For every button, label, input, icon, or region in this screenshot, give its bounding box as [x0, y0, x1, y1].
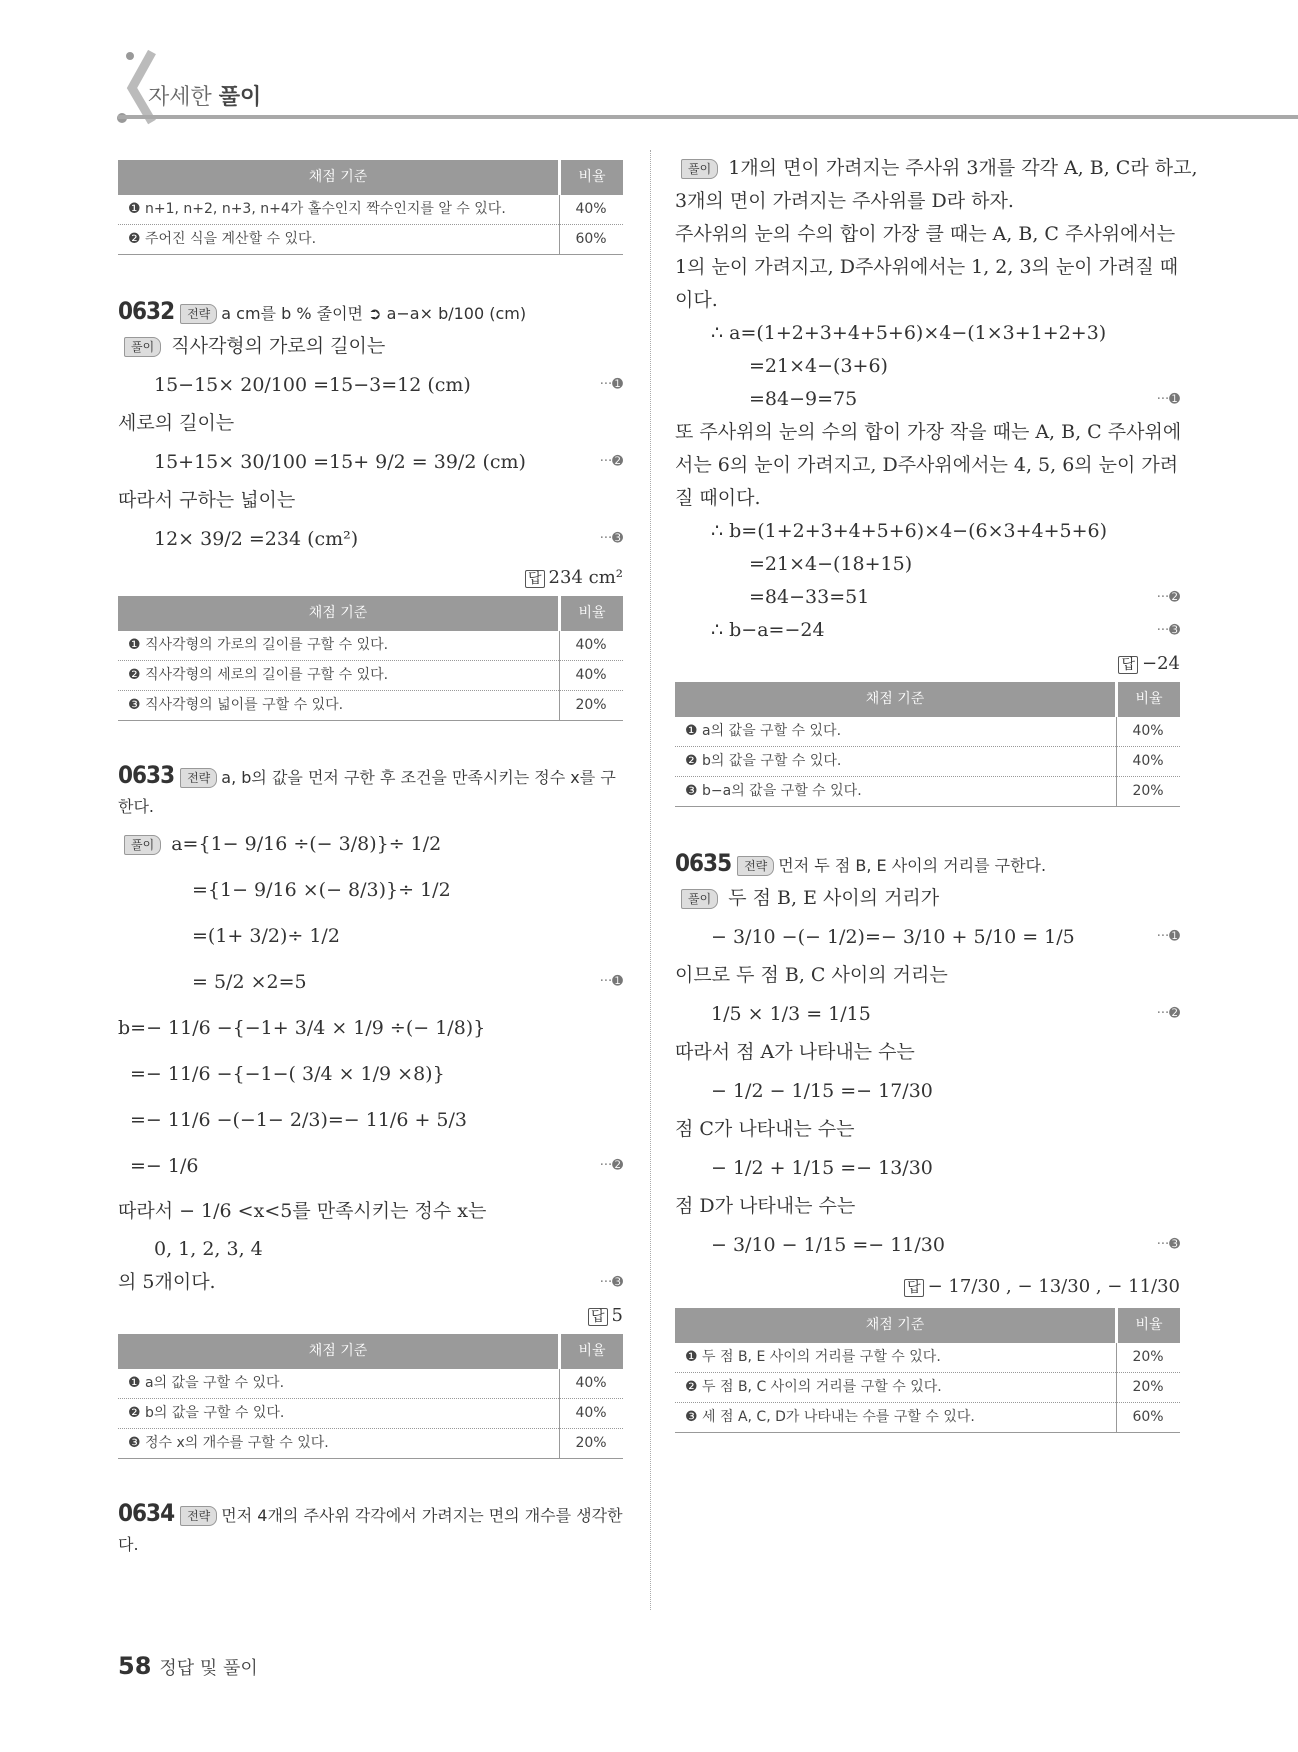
page-footer: 58 정답 및 풀이	[118, 1652, 258, 1680]
header-title: 자세한 풀이	[148, 85, 262, 110]
problem-0634-heading: 0634 전략 먼저 4개의 주사위 각각에서 가려지는 면의 개수를 생각한다.	[118, 1499, 623, 1554]
right-column	[675, 152, 1198, 1433]
problem-0634-solution: 풀이 1개의 면이 가려지는 주사위 3개를 각각 A, B, C라 하고, 3개의 면이 가려지는 주사위를 D라 하자. 주사위의 눈의 수의 합이 가장 클 때는 A, B, C 주사위에서는 1의 눈이 가려지고, D주사위에서는 1, 2, 3의 눈이 가려질 때 이다. ∴ a=(1+2+3+4+5+6)×4−(1×3+1+2+3) =21×4−(3+6) =84−9=75 ···➊ 또 주사위의 눈의 수의 합이 가장 작을 때는 A, B, C 주사위에 서는 6의 눈이 가려지고, D주사위에서는 4, 5, 6의 눈이 가려 질 때이다. ∴ b=(1+2+3+4+5+6)×4−(6×3+4+5+6) =21×4−(18+15) =84−33=51 ···➋ ∴ b−a=−24 ···➌ 답 −24 채점 기준 비율 ❶ a의 값을 구할 수 있다. 40% ❷ b의 값을 구할 수 있다. 40% ❸ b−a의 값을 구할 수 있다. 20%	[675, 152, 1180, 807]
criteria-table-0633: 채점 기준 비율 ❶ a의 값을 구할 수 있다. 40% ❷ b의 값을 구할 수 있다. 40% ❸ 정수 x의 개수를 구할 수 있다. 20%	[118, 1334, 623, 1459]
criteria-table-0632: 채점 기준 비율 ❶ 직사각형의 가로의 길이를 구할 수 있다. 40% ❷ 직사각형의 세로의 길이를 구할 수 있다. 40% ❸ 직사각형의 넓이를 구할 수 있다. 20%	[118, 596, 623, 721]
criteria-table-top: 채점 기준 비율 ❶ n+1, n+2, n+3, n+4가 홀수인지 짝수인지를 알 수 있다. 40% ❷ 주어진 식을 계산할 수 있다. 60%	[118, 160, 623, 255]
left-column	[118, 160, 623, 1559]
problem-0635: 0635 전략 먼저 두 점 B, E 사이의 거리를 구한다. 풀이 두 점 B, E 사이의 거리가 − 3/10 −(− 1/2)=− 3/10 + 5/10 = 1/5 ···➊ 이므로 두 점 B, C 사이의 거리는 1/5 × 1/3 = 1/15 ···➋ 따라서 점 A가 나타내는 수는 − 1/2 − 1/15 =− 17/30 점 C가 나타내는 수는 − 1/2 + 1/15 =− 13/30 점 D가 나타내는 수는 − 3/10 − 1/15 =− 11/30 ···➌ 답 − 17/30 , − 13/30 , − 11/30 채점 기준 비율 ❶ 두 점 B, E 사이의 거리를 구할 수 있다. 20% ❷ 두 점 B, C 사이의 거리를 구할 수 있다. 20% ❸ 세 점 A, C, D가 나타내는 수를 구할 수 있다. 60%	[675, 847, 1180, 1433]
header-rule	[118, 115, 1298, 119]
criteria-table-0634: 채점 기준 비율 ❶ a의 값을 구할 수 있다. 40% ❷ b의 값을 구할 수 있다. 40% ❸ b−a의 값을 구할 수 있다. 20%	[675, 682, 1180, 807]
problem-0632: 0632 전략 a cm를 b % 줄이면 ➲ a−a× b/100 (cm) 풀이 직사각형의 가로의 길이는 15−15× 20/100 =15−3=12 (cm) ···➊ 세로의 길이는 15+15× 30/100 =15+ 9/2 = 39/2 (cm) ···➋ 따라서 구하는 넓이는 12× 39/2 =234 (cm²) ···➌ 답 234 cm² 채점 기준 비율 ❶ 직사각형의 가로의 길이를 구할 수 있다. 40% ❷ 직사각형의 세로의 길이를 구할 수 있다. 40% ❸ 직사각형의 넓이를 구할 수 있다. 20%	[118, 295, 623, 721]
problem-0633: 0633 전략 a, b의 값을 먼저 구한 후 조건을 만족시키는 정수 x를 구한다. 풀이 a={1− 9/16 ÷(− 3/8)}÷ 1/2 ={1− 9/16 ×(− 8/3)}÷ 1/2 =(1+ 3/2)÷ 1/2 = 5/2 ×2=5 ···➊ b=− 11/6 −{−1+ 3/4 × 1/9 ÷(− 1/8)} =− 11/6 −{−1−( 3/4 × 1/9 ×8)} =− 11/6 −(−1− 2/3)=− 11/6 + 5/3 =− 1/6 ···➋ 따라서 − 1/6 <x<5를 만족시키는 정수 x는 0, 1, 2, 3, 4 의 5개이다. ···➌ 답 5 채점 기준 비율 ❶ a의 값을 구할 수 있다. 40% ❷ b의 값을 구할 수 있다. 40% ❸ 정수 x의 개수를 구할 수 있다. 20%	[118, 761, 623, 1459]
criteria-table-0635: 채점 기준 비율 ❶ 두 점 B, E 사이의 거리를 구할 수 있다. 20% ❷ 두 점 B, C 사이의 거리를 구할 수 있다. 20% ❸ 세 점 A, C, D가 나타내는 수를 구할 수 있다. 60%	[675, 1308, 1180, 1433]
column-divider	[650, 150, 651, 1610]
